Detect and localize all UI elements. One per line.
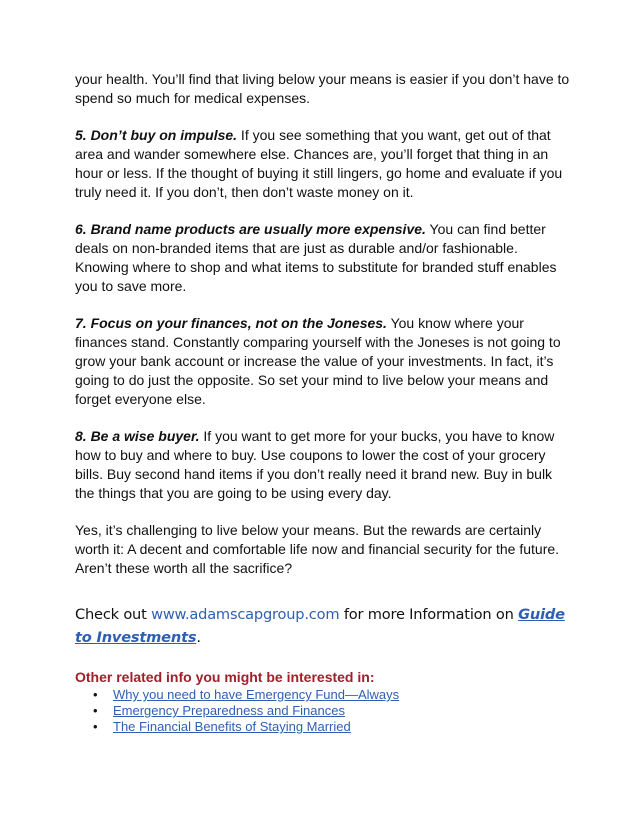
tip-paragraph-8 — [75, 427, 575, 503]
tip-paragraph-6 — [75, 220, 575, 296]
tip-heading: 7. Focus on your finances, not on the Joneses. — [75, 315, 387, 331]
closing-paragraph: Yes, it’s challenging to live below your means. But the rewards are certainly worth it: A decent and comfortable life now and financial security for the future. Aren’t these worth all the sacrifice? — [75, 522, 560, 576]
tip-heading: 6. Brand name products are usually more expensive. — [75, 221, 426, 237]
tip-body: If you see something that you want, get out of that area and wander somewhere else. Chances are, you’ll forget that thing in an hour or less. If the thought of buying it still lingers, go home and evaluate if you truly need it. If you don’t, then don’t waste money on it. — [75, 127, 563, 200]
tip-body: If you want to get more for your bucks, you have to know how to buy and where to buy. Use coupons to lower the cost of your grocery bills. Buy second hand items if you don’t really need it brand new. Buy in bulk the things that you are going to be using every day. — [75, 428, 555, 501]
intro-paragraph: your health. You’ll find that living below your means is easier if you don’t have to spend so much for medical expenses. — [75, 71, 570, 106]
list-item — [91, 687, 575, 703]
related-link-emergency-fund[interactable]: Why you need to have Emergency Fund—Always — [113, 687, 400, 702]
tip-paragraph-5 — [75, 126, 575, 202]
adamscapgroup-link[interactable]: www.adamscapgroup.com — [151, 606, 340, 623]
document-page — [75, 70, 575, 735]
bullet-icon: • — [93, 719, 98, 734]
guide-to-investments-link[interactable]: Guide to Investments — [75, 606, 565, 646]
related-links-list — [75, 687, 575, 735]
list-item — [91, 703, 575, 719]
tip-body: You can find better deals on non-branded items that are just as durable and/or fashionable. Knowing where to shop and what items to substitute for branded stuff enables you to save more. — [75, 221, 557, 294]
cta-prefix: Check out — [75, 606, 152, 623]
related-link-emergency-preparedness[interactable]: Emergency Preparedness and Finances — [113, 703, 345, 718]
call-to-action — [75, 603, 575, 649]
list-item — [91, 719, 575, 735]
cta-middle: for more Information on — [339, 606, 519, 623]
bullet-icon: • — [93, 703, 98, 718]
related-info-heading: Other related info you might be interested in: — [75, 669, 375, 685]
tip-heading: 8. Be a wise buyer. — [75, 428, 200, 444]
bullet-icon: • — [93, 687, 98, 702]
tip-body: You know where your finances stand. Constantly comparing yourself with the Joneses is not going to grow your bank account or increase the value of your investments. In fact, it’s going to do just the opposite. So set your mind to live below your means and forget everyone else. — [75, 315, 561, 407]
cta-suffix: . — [196, 629, 201, 646]
tip-heading: 5. Don’t buy on impulse. — [75, 127, 238, 143]
tip-paragraph-7 — [75, 314, 575, 409]
related-link-staying-married[interactable]: The Financial Benefits of Staying Married — [113, 719, 351, 734]
